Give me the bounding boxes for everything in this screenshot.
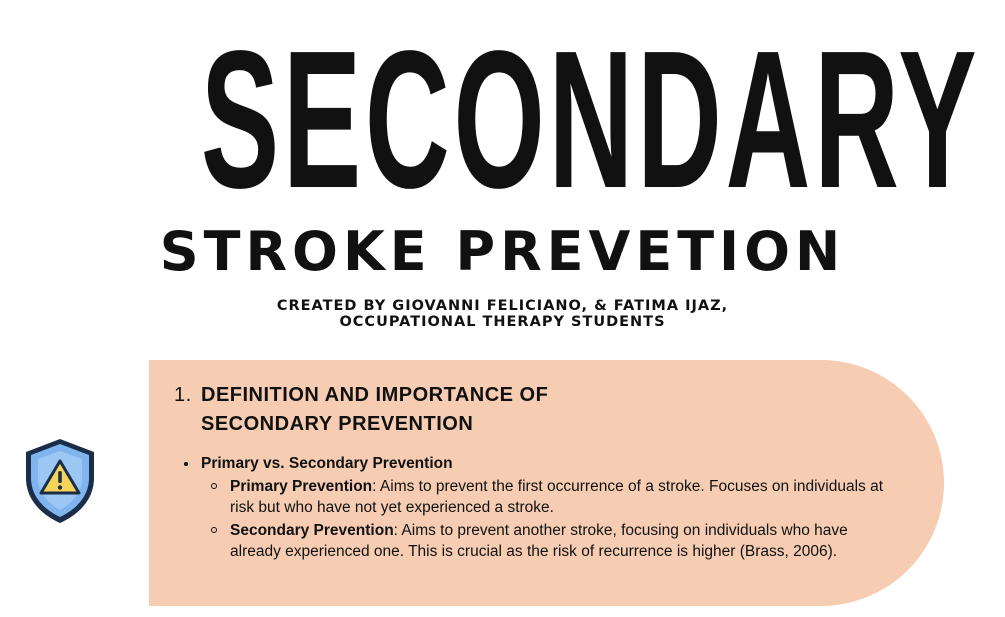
bullet-label: Primary vs. Secondary Prevention — [201, 455, 453, 472]
list-item — [208, 520, 884, 562]
credits — [0, 298, 1005, 330]
list-item — [208, 476, 884, 518]
credits-line-2: OCCUPATIONAL THERAPY STUDENTS — [339, 314, 666, 330]
sub-list — [208, 476, 884, 562]
page-title: SECONDARY — [200, 10, 981, 229]
term-secondary-prevention: Secondary Prevention — [230, 522, 394, 539]
section-number: 1. — [174, 384, 192, 406]
term-primary-prevention: Primary Prevention — [230, 478, 373, 495]
shield-warning-icon — [20, 436, 100, 526]
credits-line-1: CREATED BY GIOVANNI FELICIANO, & FATIMA IJAZ, — [276, 298, 729, 314]
section-bullets — [184, 453, 884, 564]
desc-secondary-prevention: : Aims to prevent another stroke, focusing on individuals who have already experienced one. This is crucial as the risk of recurrence is higher (Brass, 2006). — [230, 522, 848, 560]
desc-primary-prevention: : Aims to prevent the first occurrence of a stroke. Focuses on individuals at risk but who have not yet experienced a stroke. — [230, 478, 884, 516]
page-subtitle: STROKE PREVETION — [159, 220, 846, 283]
list-item — [184, 453, 884, 474]
section-heading — [174, 381, 601, 439]
section-heading-text: DEFINITION AND IMPORTANCE OF SECONDARY PREVENTION — [201, 384, 549, 435]
